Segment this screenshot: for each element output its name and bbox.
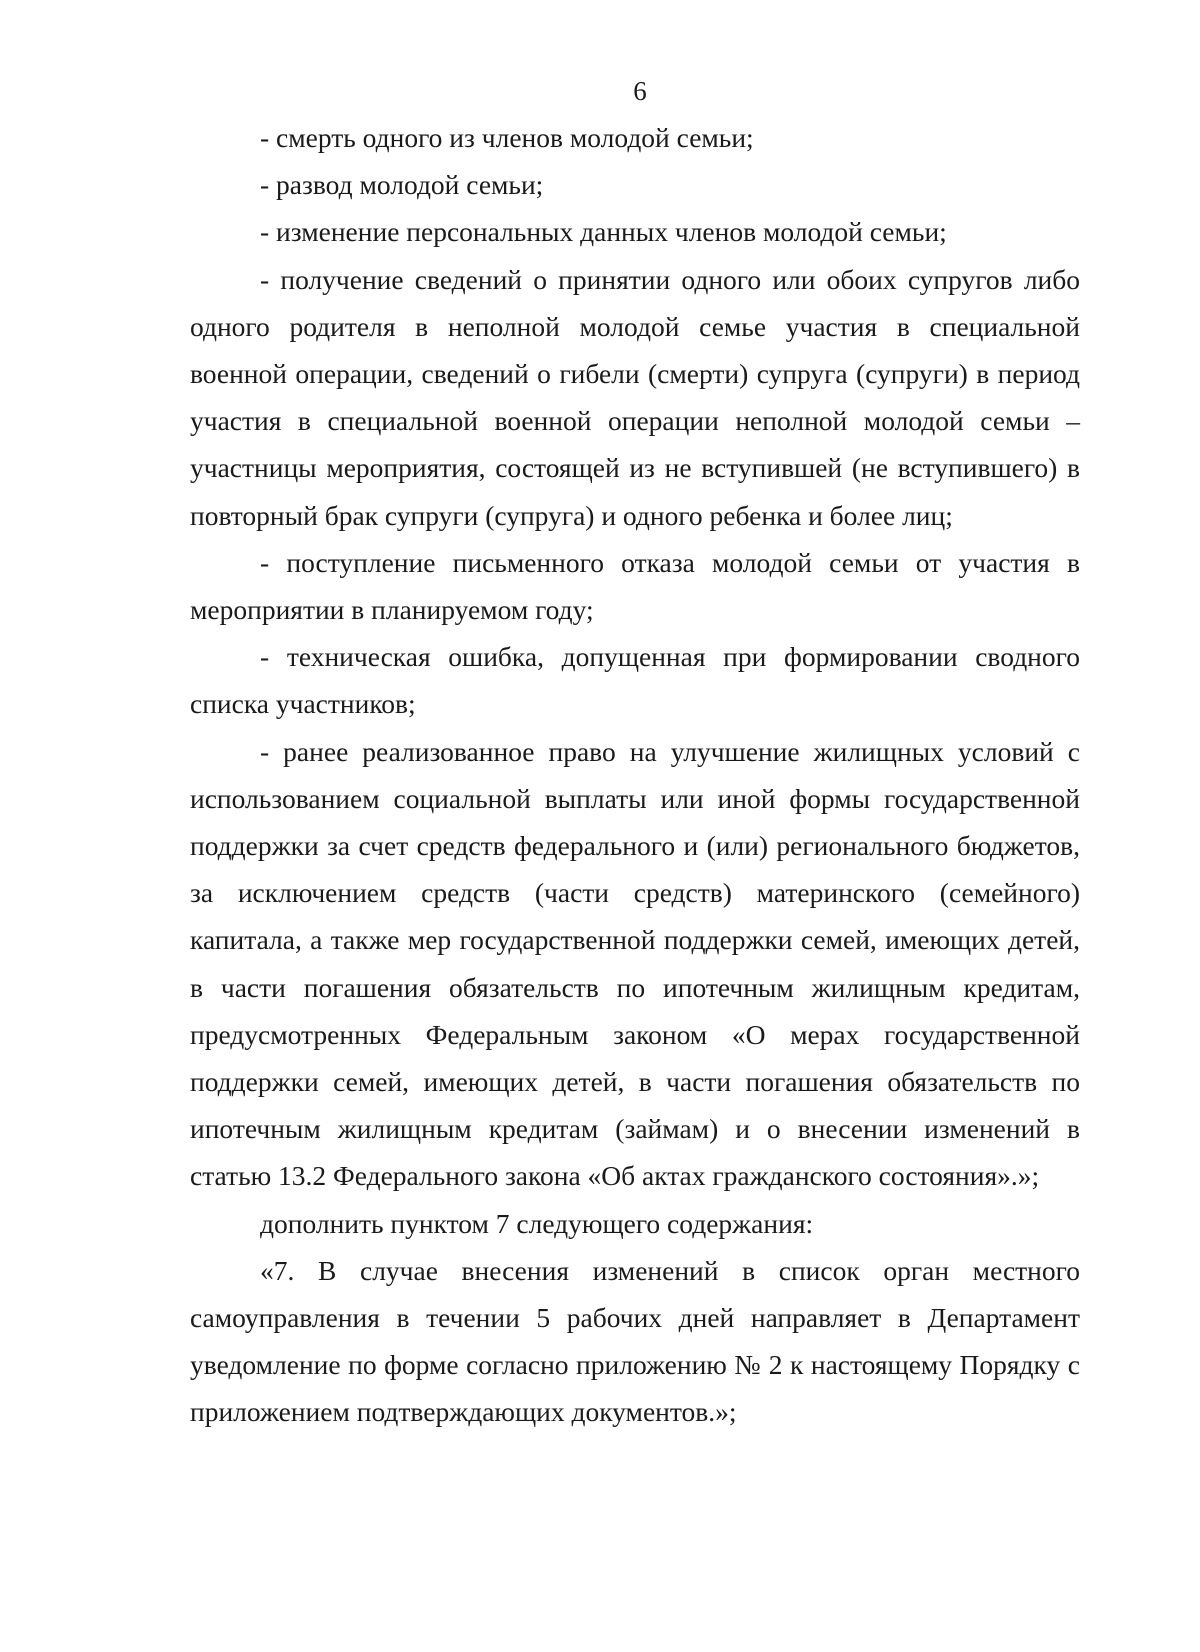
paragraph-previously-exercised-right: - ранее реализованное право на улучшение жилищных условий с использованием социальной выплаты или иной формы государственной поддержки за счет средств федерального и (или) регионального бюджетов, за исключением средств (части средств) материнского (семейного) капитала, а также мер государственной поддержки семей, имеющих детей, в части погашения обязательств по ипотечным жилищным кредитам, предусмотренных Федеральным законом «О мерах государственной поддержки семей, имеющих детей, в части погашения обязательств по ипотечным жилищным кредитам (займам) и о внесении изменений в статью 13.2 Федерального закона «Об актах гражданского состояния».»; [190,735,1080,1192]
paragraph-personal-data-change: - изменение персональных данных членов молодой семьи; [260,216,947,248]
paragraph-death-of-member: - смерть одного из членов молодой семьи; [260,122,754,153]
paragraph-written-refusal: - поступление письменного отказа молодой семьи от участия в мероприятии в планируемом году; [190,546,1080,626]
page-number: 6 [633,76,647,106]
paragraph-item-7: «7. В случае внесения изменений в список орган местного самоуправления в течении 5 рабочих дней направляет в Департамент уведомление по форме согласно приложению № 2 к настоящему Порядку с приложением подтверждающих документов.»; [190,1254,1080,1428]
document-body [190,114,1080,1436]
paragraph-technical-error: - техническая ошибка, допущенная при формировании сводного списка участников; [190,641,1080,720]
paragraph-add-item-7: дополнить пунктом 7 следующего содержания: [260,1207,814,1239]
paragraph-military-operation: - получение сведений о принятии одного или обоих супругов либо одного родителя в неполной молодой семье участия в специальной военной операции, сведений о гибели (смерти) супруга (супруги) в период участия в специальной военной операции неполной молодой семьи – участницы мероприятия, состоящей из не вступившей (не вступившего) в повторный брак супруги (супруга) и одного ребенка и более лиц; [190,263,1080,531]
paragraph-divorce: - развод молодой семьи; [260,169,544,201]
